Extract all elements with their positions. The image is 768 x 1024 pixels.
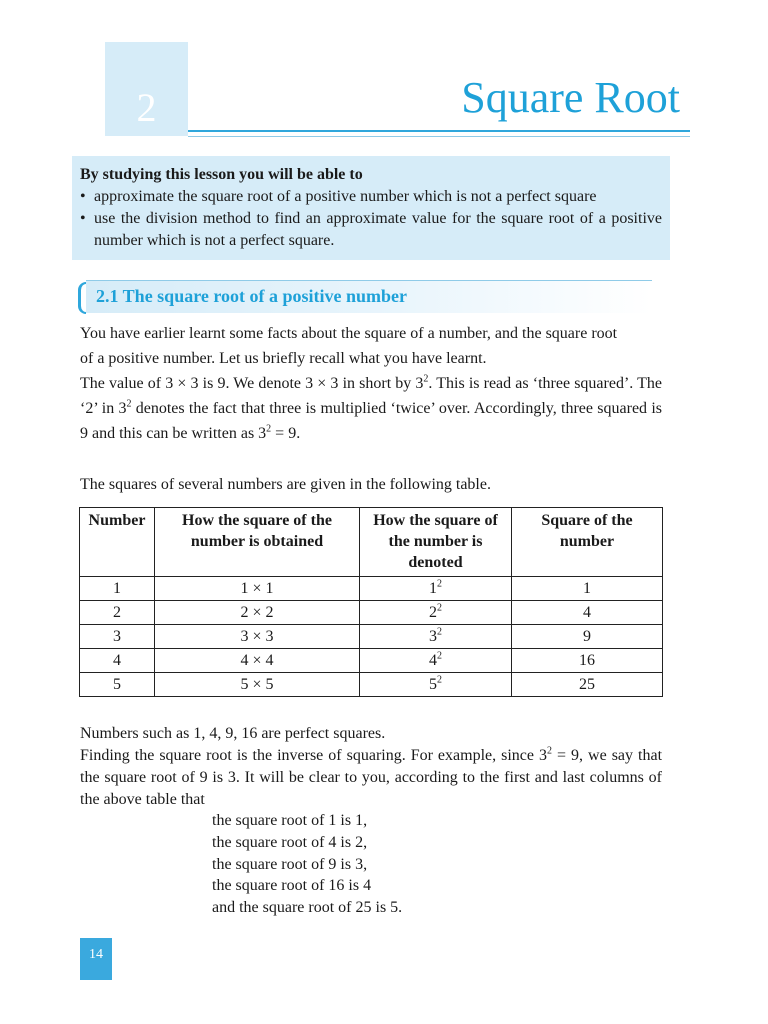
list-item: the square root of 9 is 3, <box>212 855 368 873</box>
page-number: 14 <box>89 947 103 962</box>
perfect-squares-paragraph <box>80 723 662 811</box>
inverse-explanation: Finding the square root is the inverse of squaring. For example, since $3^2 = 9$, we say that the square root of 9 is 3. It will be clear to you, according to the first and last columns of the above table that <box>80 745 663 808</box>
objective-item <box>80 208 662 252</box>
objective-text: use the division method to find an approximate value for the square root of a positive number which is not a perfect square. <box>94 210 662 249</box>
squared-explanation: The value of 3 × 3 is 9. We denote 3 × 3 in short by $3^2$. This is read as ‘three squared’. The ‘2’ in $3^2$ denotes the fact that three is multiplied ‘twice’ over. Accordingly, three squared is 9 and this can be written as $3^2 = 9$. <box>80 373 662 442</box>
table-row <box>80 577 663 601</box>
table-header-row <box>80 508 663 577</box>
square-roots-list <box>212 810 402 919</box>
square-cell: 1 <box>512 577 663 601</box>
notation-cell: $1^2$ <box>360 577 512 601</box>
square-cell: 25 <box>512 673 663 697</box>
objectives-heading: By studying this lesson you will be able to <box>80 166 363 183</box>
section-bracket-icon <box>78 282 86 314</box>
squares-table <box>79 507 663 697</box>
product-cell: 3 × 3 <box>155 625 360 649</box>
section-heading <box>78 280 652 312</box>
list-item: and the square root of 25 is 5. <box>212 899 403 917</box>
number-cell: 2 <box>80 601 155 625</box>
objective-item <box>80 186 662 208</box>
square-cell: 16 <box>512 649 663 673</box>
list-item: the square root of 4 is 2, <box>212 833 368 851</box>
page-number-box <box>80 938 112 980</box>
notation-cell: $3^2$ <box>360 625 512 649</box>
notation-cell: $4^2$ <box>360 649 512 673</box>
list-item: the square root of 16 is 4 <box>212 877 372 895</box>
table-row <box>80 625 663 649</box>
column-header: How the square of the number is denoted <box>360 508 512 577</box>
product-cell: 5 × 5 <box>155 673 360 697</box>
intro-paragraph <box>80 321 662 446</box>
chapter-number-box <box>105 42 188 136</box>
bullet-icon: • <box>80 210 86 227</box>
list-item: the square root of 1 is 1, <box>212 812 368 829</box>
text-line: of a positive number. Let us briefly recall what you have learnt. <box>80 350 487 367</box>
number-cell: 3 <box>80 625 155 649</box>
header-rule <box>188 130 690 132</box>
number-cell: 1 <box>80 577 155 601</box>
product-cell: 2 × 2 <box>155 601 360 625</box>
table-row <box>80 673 663 697</box>
number-cell: 5 <box>80 673 155 697</box>
notation-cell: $5^2$ <box>360 673 512 697</box>
header-rule-thin <box>188 136 690 137</box>
objective-text: approximate the square root of a positive number which is not a perfect square <box>94 188 597 205</box>
table-row <box>80 649 663 673</box>
product-cell: 1 × 1 <box>155 577 360 601</box>
chapter-number: 2 <box>136 85 157 130</box>
column-header: Square of the number <box>512 508 663 577</box>
number-cell: 4 <box>80 649 155 673</box>
column-header: How the square of the number is obtained <box>155 508 360 577</box>
learning-objectives-box <box>72 156 670 260</box>
product-cell: 4 × 4 <box>155 649 360 673</box>
square-cell: 9 <box>512 625 663 649</box>
section-title: 2.1 The square root of a positive number <box>96 286 408 306</box>
text-line: Numbers such as 1, 4, 9, 16 are perfect squares. <box>80 725 386 742</box>
bullet-icon: • <box>80 188 86 205</box>
text-line: You have earlier learnt some facts about the square of a number, and the square root <box>80 325 618 342</box>
table-intro: The squares of several numbers are given in the following table. <box>80 476 491 493</box>
notation-cell: $2^2$ <box>360 601 512 625</box>
column-header: Number <box>80 508 155 577</box>
square-cell: 4 <box>512 601 663 625</box>
chapter-title: Square Root <box>461 73 680 122</box>
table-row <box>80 601 663 625</box>
